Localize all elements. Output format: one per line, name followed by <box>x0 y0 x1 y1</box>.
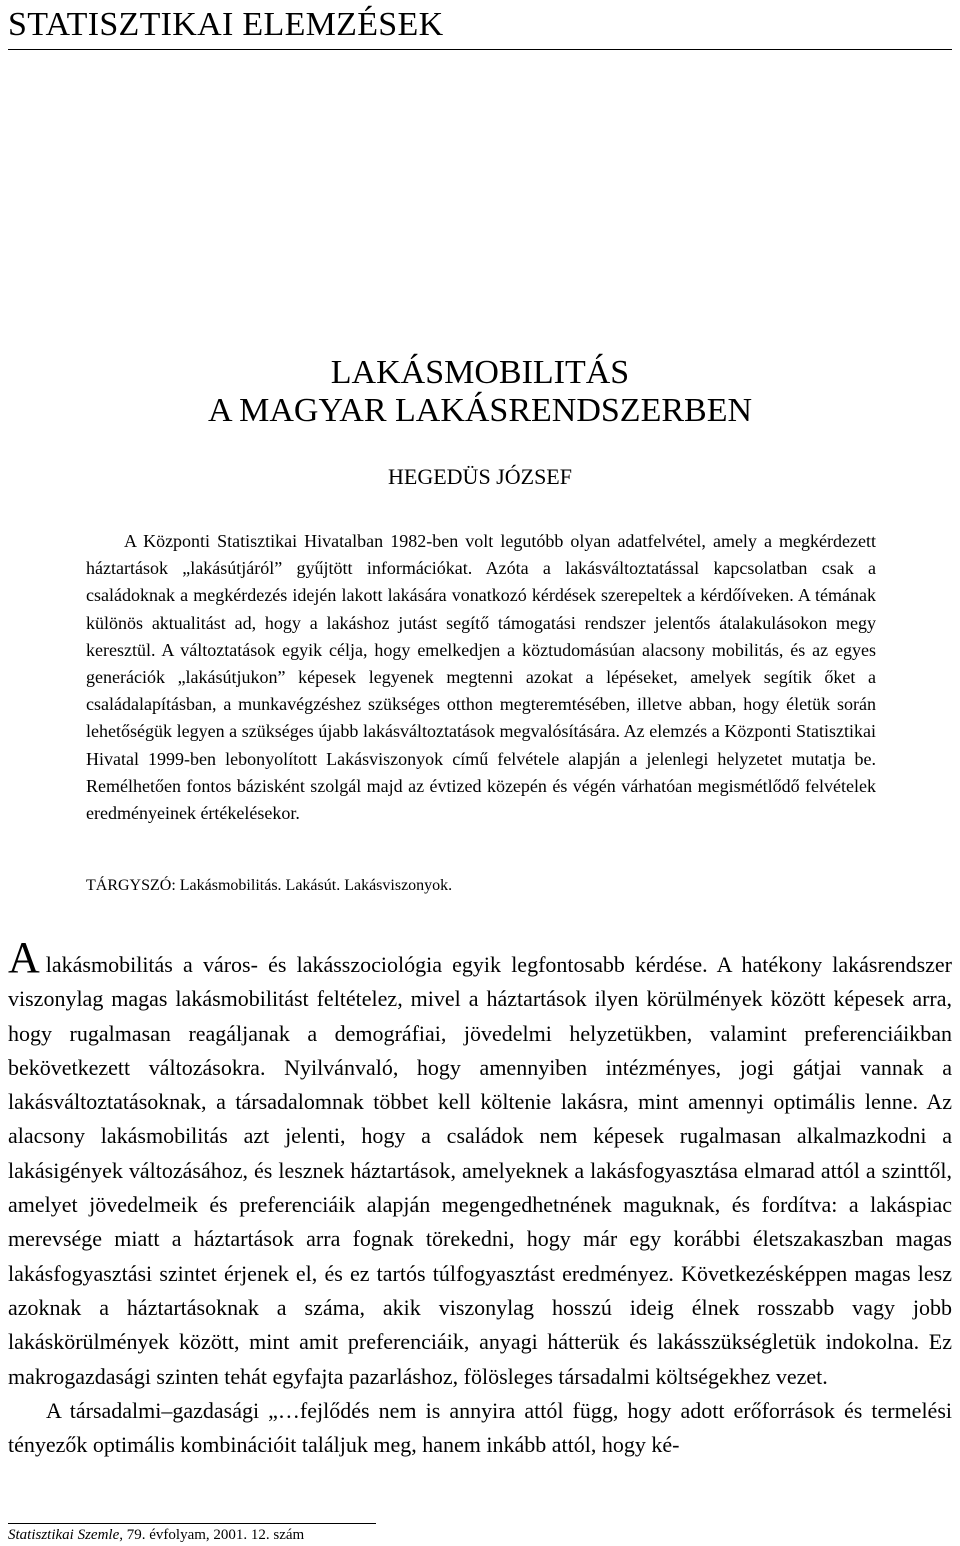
section-header: STATISZTIKAI ELEMZÉSEK <box>8 6 444 43</box>
header-rule <box>8 49 952 50</box>
body-paragraph-1-text: lakásmobilitás a város- és lakásszociológia egyik legfontosabb kérdése. A hatékony lakásrendszer viszonylag magas lakásmobilitást feltételez, mivel a háztartások ilyen körülmények között képesek arra, hogy rugalmasan reagáljanak a demográfiai, jövedelmi helyzetükben, valamint preferenciáikban bekövetkezett változásokra. Nyilvánvaló, hogy amennyiben intézményes, jogi gátjai vannak a lakásváltoztatásoknak, a társadalomnak többet kell költenie lakásra, mint amennyi optimális lenne. Az alacsony lakásmobilitás azt jelenti, hogy a családok nem képesek rugalmasan alkalmazkodni a lakásigények változásához, és lesznek háztartások, amelyeknek a lakásfogyasztása elmarad attól a szinttől, amelyet jövedelmeik és preferenciáik alapján megengedhetnének maguknak, és fordítva: a lakáspiac merevsége miatt a háztartások arra fognak törekedni, hogy már egy korábbi életszakaszban magas lakásfogyasztási szintet érjenek el, és ez tartós túlfogyasztást eredményez. Következésképpen magas lesz azoknak a háztartásoknak a száma, akik viszonylag hosszú ideig élnek rosszabb vagy jobb lakáskörülmények között, mint amit preferenciáik, anyagi hátterük és lakásszükségletük indokolna. Ez makrogazdasági szinten tehát egyfajta pazarláshoz, fölösleges társadalmi költségekhez vezet. <box>8 952 952 1389</box>
article-title-line-1: LAKÁSMOBILITÁS <box>330 354 630 391</box>
journal-name: Statisztikai Szemle <box>8 1527 120 1543</box>
article-title-line-2: A MAGYAR LAKÁSRENDSZERBEN <box>207 392 753 429</box>
keywords: TÁRGYSZÓ: Lakásmobilitás. Lakásút. Lakásviszonyok. <box>86 877 453 894</box>
article-body <box>8 933 952 1462</box>
journal-issue: , 79. évfolyam, 2001. 12. szám <box>119 1527 305 1543</box>
body-paragraph-2: A társadalmi–gazdasági „…fejlődés nem is annyira attól függ, hogy adott erőforrások és termelési tényezők optimális kombinációit találjuk meg, hanem inkább attól, hogy ké- <box>8 1397 952 1458</box>
drop-initial: A <box>8 933 40 982</box>
body-paragraph-1 <box>8 933 952 1394</box>
article-title <box>0 354 960 430</box>
journal-footer <box>8 1527 304 1544</box>
footer-rule <box>8 1523 376 1524</box>
abstract: A Központi Statisztikai Hivatalban 1982-ben volt legutóbb olyan adatfelvétel, amely a megkérdezett háztartások „lakásútjáról” gyűjtött információkat. Azóta a lakásváltoztatással kapcsolatban csak a családoknak a megkérdezés idején lakott lakására vonatkozó kérdések szerepeltek a kérdőíveken. A témának különös aktualitást ad, hogy a lakáshoz jutást segítő támogatási rendszer jelentős átalakulásokon megy keresztül. A változtatások egyik célja, hogy emelkedjen a köztudomásúan alacsony mobilitás, és az egyes generációk „lakásútjukon” képesek legyenek megtenni azokat a lépéseket, amelyek segítik őket a családalapításban, a munkavégzéshez szükséges otthon megteremtésében, illetve abban, hogy életük során lehetőségük legyen a szükséges újabb lakásváltoztatások megvalósítására. Az elemzés a Központi Statisztikai Hivatal 1999-ben lebonyolított Lakásviszonyok című felvétele alapján a jelenlegi helyzetet mutatja be. Remélhetően fontos bázisként szolgál majd az évtized közepén és végén várhatóan megismétlődő felvételek eredményeinek értékelésekor. <box>86 531 876 824</box>
author-name: HEGEDÜS JÓZSEF <box>388 464 572 489</box>
